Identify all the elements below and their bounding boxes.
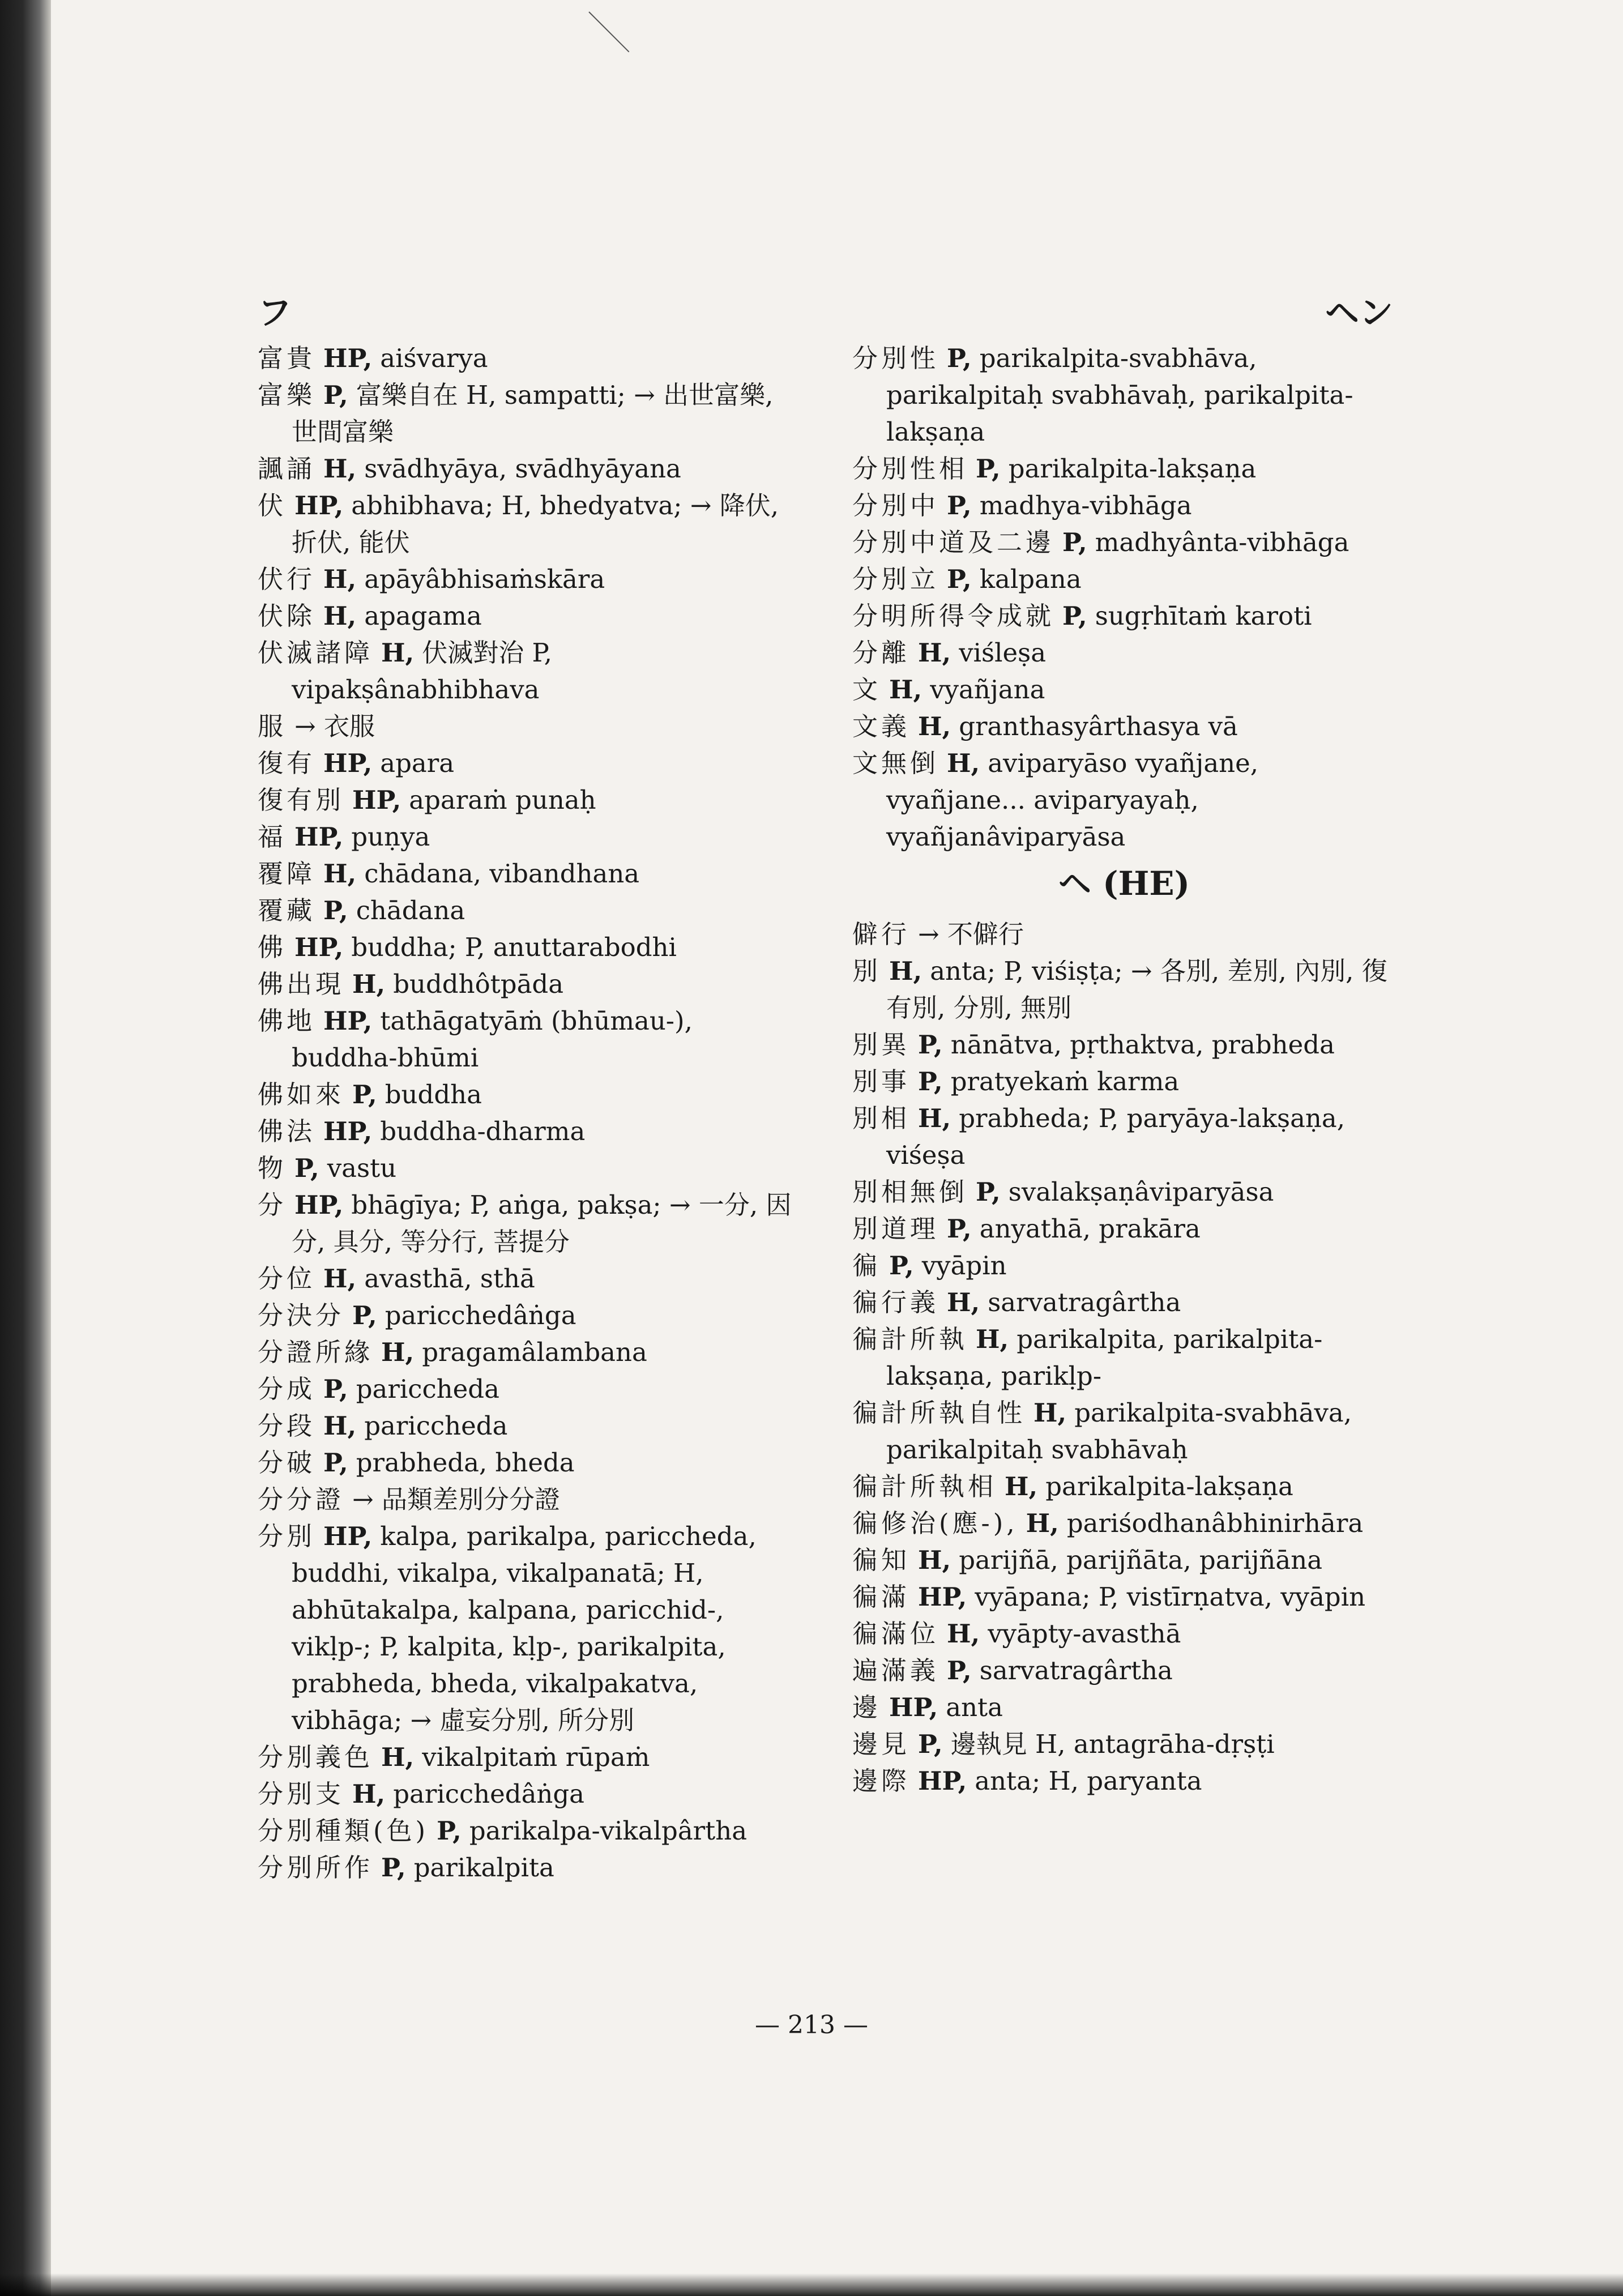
left-column: [258, 340, 801, 1886]
entry-source-tag: P,: [976, 1177, 1001, 1207]
entry-headword: 徧: [852, 1251, 882, 1281]
dictionary-entry: [852, 1505, 1396, 1542]
entry-headword: 別事: [852, 1066, 911, 1096]
entry-source-tag: H,: [947, 748, 980, 778]
dictionary-entry: [258, 450, 801, 487]
entry-source-tag: HP,: [323, 748, 373, 778]
entry-sanskrit: paricchedâṅga: [385, 1300, 576, 1330]
entry-sanskrit: avasthā, sthā: [364, 1264, 535, 1294]
entry-headword: 別異: [852, 1030, 911, 1060]
entry-sanskrit: 邊執見 H, antagrāha-dṛṣṭi: [950, 1729, 1275, 1759]
entry-headword: 佛出現: [258, 969, 345, 999]
running-header-right: ヘン: [1325, 293, 1393, 333]
entry-sanskrit: paricchedâṅga: [393, 1779, 585, 1809]
entry-source-tag: H,: [381, 1742, 415, 1772]
entry-sanskrit: buddha; P, anuttarabodhi: [351, 932, 677, 962]
book-binding-shadow: [0, 0, 51, 2296]
dictionary-entry: [852, 1284, 1396, 1321]
entry-source-tag: H,: [918, 1545, 951, 1575]
entry-headword: 別道理: [852, 1214, 939, 1244]
entry-source-tag: P,: [947, 490, 972, 520]
entry-headword: 邊際: [852, 1766, 911, 1796]
entry-sanskrit: viśleṣa: [959, 638, 1047, 668]
entry-headword: 富貴: [258, 343, 316, 373]
entry-sanskrit: abhibhava; H, bhedyatva; → 降伏, 折伏, 能伏: [292, 490, 779, 557]
entry-source-tag: H,: [1026, 1508, 1059, 1538]
dictionary-entry: [852, 598, 1396, 634]
entry-headword: 佛: [258, 932, 287, 962]
right-column-entries-b: [852, 916, 1396, 1799]
entry-headword: 分別: [258, 1521, 316, 1551]
entry-sanskrit: svādhyāya, svādhyāyana: [364, 454, 681, 484]
entry-source-tag: HP,: [323, 343, 373, 373]
entry-headword: 徧計所執自性: [852, 1398, 1026, 1428]
entry-headword: 諷誦: [258, 454, 316, 484]
entry-source-tag: H,: [323, 1411, 357, 1441]
entry-source-tag: P,: [381, 1853, 406, 1883]
entry-source-tag: P,: [323, 895, 348, 925]
dictionary-entry: [258, 1776, 801, 1812]
entry-sanskrit: svalakṣaṇâviparyāsa: [1008, 1177, 1274, 1207]
entry-headword: 別: [852, 956, 882, 986]
entry-source-tag: P,: [294, 1153, 319, 1183]
entry-headword: 徧滿: [852, 1582, 911, 1612]
entry-source-tag: HP,: [918, 1766, 967, 1796]
dictionary-entry: [852, 450, 1396, 487]
entry-sanskrit: pariccheda: [364, 1411, 508, 1441]
entry-source-tag: P,: [352, 1300, 377, 1330]
page-bottom-shadow: [0, 2273, 1623, 2296]
entry-headword: 分破: [258, 1448, 316, 1478]
dictionary-entry: [258, 561, 801, 598]
entry-sanskrit: parikalpita-lakṣaṇa: [1045, 1471, 1293, 1501]
entry-headword: 佛地: [258, 1006, 316, 1036]
entry-headword: 文義: [852, 711, 911, 741]
entry-sanskrit: pragamâlambana: [422, 1337, 647, 1367]
dictionary-entry: [852, 1321, 1396, 1394]
entry-sanskrit: aviparyāso vyañjane, vyañjane... aviparyayaḥ, vyañjanâviparyāsa: [886, 748, 1259, 852]
dictionary-entry: [258, 1002, 801, 1076]
entry-source-tag: HP,: [294, 1190, 344, 1220]
entry-sanskrit: prabheda; P, paryāya-lakṣaṇa, viśeṣa: [886, 1103, 1346, 1170]
entry-sanskrit: granthasyârthasya vā: [959, 711, 1238, 741]
entry-headword: 分別義色: [258, 1742, 374, 1772]
entry-source-tag: HP,: [294, 490, 344, 520]
entry-sanskrit: sarvatragârtha: [988, 1287, 1181, 1317]
entry-headword: 物: [258, 1153, 287, 1183]
entry-headword: 徧計所執相: [852, 1471, 997, 1501]
entry-source-tag: P,: [918, 1729, 943, 1759]
dictionary-entry: [852, 1578, 1396, 1615]
entry-source-tag: H,: [323, 564, 357, 594]
entry-headword: 佛如來: [258, 1079, 345, 1109]
entry-headword: 遍滿義: [852, 1655, 939, 1685]
entry-source-tag: H,: [889, 956, 922, 986]
entry-sanskrit: parikalpita-svabhāva, parikalpitaḥ svabhāvaḥ, parikalpita-lakṣaṇa: [886, 343, 1353, 447]
entry-headword: 徧計所執: [852, 1324, 968, 1354]
right-column-entries-a: [852, 340, 1396, 855]
entry-sanskrit: vyañjana: [930, 675, 1045, 705]
entry-headword: 復有別: [258, 785, 345, 815]
dictionary-entry: [852, 671, 1396, 708]
entry-source-tag: P,: [1062, 527, 1087, 557]
entry-headword: 邊: [852, 1692, 882, 1722]
entry-source-tag: H,: [323, 1264, 357, 1294]
entry-headword: 佛法: [258, 1116, 316, 1146]
entry-sanskrit: parijñā, parijñāta, parijñāna: [959, 1545, 1323, 1575]
dictionary-entry: [852, 1026, 1396, 1063]
dictionary-entry: [258, 1371, 801, 1407]
dictionary-entry: [852, 1394, 1396, 1468]
entry-headword: 文: [852, 675, 882, 705]
entry-source-tag: P,: [323, 1374, 348, 1404]
dictionary-entry: [258, 1297, 801, 1334]
dictionary-entry: [852, 1247, 1396, 1284]
entry-headword: 伏行: [258, 564, 316, 594]
dictionary-entry: [852, 745, 1396, 855]
dictionary-entry: [258, 340, 801, 377]
dictionary-entry: [258, 1407, 801, 1444]
entry-sanskrit: kalpana: [979, 564, 1082, 594]
entry-sanskrit: parikalpita-lakṣaṇa: [1008, 454, 1257, 484]
dictionary-entry: [258, 1113, 801, 1150]
dictionary-entry: [852, 340, 1396, 450]
entry-sanskrit: madhyânta-vibhāga: [1095, 527, 1349, 557]
entry-sanskrit: sarvatragârtha: [979, 1655, 1173, 1685]
entry-headword: 分別性相: [852, 454, 968, 484]
entry-sanskrit: vyāpty-avasthā: [988, 1619, 1181, 1649]
entry-source-tag: HP,: [323, 1521, 373, 1551]
entry-source-tag: H,: [918, 711, 951, 741]
entry-sanskrit: apagama: [364, 601, 482, 631]
running-header-left: フ: [258, 293, 292, 333]
entry-source-tag: P,: [947, 343, 972, 373]
entry-source-tag: HP,: [323, 1116, 373, 1146]
entry-headword: 分決分: [258, 1300, 345, 1330]
entry-source-tag: P,: [1062, 601, 1087, 631]
entry-headword: 分別支: [258, 1779, 345, 1809]
entry-headword: 富樂: [258, 380, 316, 410]
dictionary-entry: [852, 1100, 1396, 1173]
dictionary-entry: [258, 1481, 801, 1518]
dictionary-entry: [258, 1849, 801, 1886]
entry-headword: 僻行: [852, 919, 911, 949]
dictionary-entry: [258, 1187, 801, 1260]
entry-headword: 分別中道及二邊: [852, 527, 1055, 557]
entry-headword: 分位: [258, 1264, 316, 1294]
dictionary-entry: [258, 1150, 801, 1187]
entry-sanskrit: puṇya: [351, 822, 430, 852]
entry-sanskrit: 伏滅對治 P, vipakṣânabhibhava: [292, 638, 552, 705]
entry-source-tag: H,: [947, 1287, 980, 1317]
entry-sanskrit: vyāpin: [921, 1251, 1007, 1281]
entry-source-tag: H,: [352, 969, 386, 999]
dictionary-entry: [852, 916, 1396, 953]
entry-headword: 分別性: [852, 343, 939, 373]
entry-headword: 分分證: [258, 1484, 345, 1514]
entry-source-tag: H,: [352, 1779, 386, 1809]
dictionary-entry: [852, 524, 1396, 561]
entry-sanskrit: nānātva, pṛthaktva, prabheda: [950, 1030, 1335, 1060]
entry-headword: 覆藏: [258, 895, 316, 925]
entry-headword: 復有: [258, 748, 316, 778]
dictionary-entry: [258, 1334, 801, 1371]
dictionary-entry: [852, 708, 1396, 745]
entry-sanskrit: vastu: [327, 1153, 397, 1183]
entry-sanskrit: apāyâbhisaṁskāra: [364, 564, 605, 594]
dictionary-entry: [258, 1812, 801, 1849]
entry-sanskrit: tathāgatyāṁ (bhūmau-), buddha-bhūmi: [292, 1006, 693, 1073]
entry-sanskrit: anta; P, viśiṣṭa; → 各別, 差別, 內別, 復有別, 分別, 無別: [886, 956, 1387, 1023]
entry-headword: 徧滿位: [852, 1619, 939, 1649]
right-column: [852, 340, 1396, 1799]
entry-headword: 徧行義: [852, 1287, 939, 1317]
entry-source-tag: H,: [947, 1619, 980, 1649]
entry-source-tag: H,: [323, 601, 357, 631]
entry-source-tag: P,: [889, 1251, 914, 1281]
dictionary-entry: [258, 598, 801, 634]
dictionary-entry: [852, 1063, 1396, 1100]
entry-source-tag: HP,: [294, 932, 344, 962]
entry-source-tag: P,: [976, 454, 1001, 484]
page-number: — 213 —: [755, 2011, 868, 2039]
entry-sanskrit: → 品類差別分分證: [352, 1484, 561, 1514]
entry-source-tag: P,: [918, 1066, 943, 1096]
entry-source-tag: HP,: [918, 1582, 967, 1612]
dictionary-entry: [258, 1739, 801, 1776]
entry-source-tag: P,: [323, 380, 348, 410]
entry-source-tag: P,: [947, 1655, 972, 1685]
entry-sanskrit: madhya-vibhāga: [979, 490, 1192, 520]
entry-source-tag: P,: [352, 1079, 377, 1109]
entry-headword: 伏滅諸障: [258, 638, 374, 668]
dictionary-entry: [852, 1615, 1396, 1652]
dictionary-entry: [852, 487, 1396, 524]
entry-sanskrit: aiśvarya: [380, 343, 488, 373]
dictionary-entry: [258, 892, 801, 929]
entry-source-tag: H,: [918, 1103, 951, 1133]
entry-headword: 分別種類(色): [258, 1816, 429, 1846]
dictionary-entry: [852, 1689, 1396, 1726]
entry-sanskrit: sugṛhītaṁ karoti: [1095, 601, 1312, 631]
dictionary-entry: [258, 487, 801, 561]
entry-sanskrit: vyāpana; P, vistīrṇatva, vyāpin: [975, 1582, 1366, 1612]
dictionary-entry: [852, 1542, 1396, 1578]
entry-source-tag: HP,: [294, 822, 344, 852]
entry-sanskrit: vikalpitaṁ rūpaṁ: [422, 1742, 650, 1772]
entry-headword: 服: [258, 711, 287, 741]
entry-sanskrit: pariśodhanâbhinirhāra: [1066, 1508, 1364, 1538]
entry-headword: 伏: [258, 490, 287, 520]
entry-sanskrit: pratyekaṁ karma: [950, 1066, 1180, 1096]
entry-headword: 分別所作: [258, 1853, 374, 1883]
entry-sanskrit: anyathā, prakāra: [979, 1214, 1201, 1244]
entry-source-tag: P,: [437, 1816, 462, 1846]
entry-sanskrit: buddhôtpāda: [393, 969, 564, 999]
dictionary-entry: [258, 1444, 801, 1481]
dictionary-entry: [258, 1260, 801, 1297]
entry-sanskrit: 富樂自在 H, sampatti; → 出世富樂, 世間富樂: [292, 380, 774, 447]
entry-sanskrit: apara: [380, 748, 455, 778]
scan-mark: [588, 11, 629, 52]
entry-sanskrit: anta: [946, 1692, 1003, 1722]
entry-sanskrit: parikalpa-vikalpârtha: [469, 1816, 748, 1846]
entry-sanskrit: parikalpita: [413, 1853, 554, 1883]
entry-sanskrit: kalpa, parikalpa, pariccheda, buddhi, vikalpa, vikalpanatā; H, abhūtakalpa, kalpana, paricchid-, vikḷp-; P, kalpita, kḷp-, parikalpita, prabheda, bheda, vikalpakatva, vibhāga; → 虛妄分別, 所分別: [292, 1521, 757, 1735]
entry-headword: 分成: [258, 1374, 316, 1404]
dictionary-entry: [852, 1652, 1396, 1689]
entry-headword: 分證所緣: [258, 1337, 374, 1367]
entry-sanskrit: prabheda, bheda: [356, 1448, 575, 1478]
dictionary-entry: [852, 953, 1396, 1026]
dictionary-entry: [852, 1762, 1396, 1799]
entry-sanskrit: → 不僻行: [918, 919, 1024, 949]
entry-sanskrit: bhāgīya; P, aṅga, pakṣa; → 一分, 因分, 具分, 等分行, 菩提分: [292, 1190, 792, 1257]
entry-source-tag: H,: [381, 1337, 415, 1367]
entry-headword: 別相無倒: [852, 1177, 968, 1207]
dictionary-entry: [258, 745, 801, 782]
entry-source-tag: H,: [1005, 1471, 1038, 1501]
entry-source-tag: HP,: [352, 785, 402, 815]
entry-headword: 分離: [852, 638, 911, 668]
dictionary-entry: [258, 818, 801, 855]
dictionary-entry: [852, 634, 1396, 671]
entry-source-tag: P,: [918, 1030, 943, 1060]
dictionary-entry: [852, 561, 1396, 598]
dictionary-entry: [258, 855, 801, 892]
entry-source-tag: P,: [947, 564, 972, 594]
entry-source-tag: H,: [889, 675, 922, 705]
entry-headword: 分明所得令成就: [852, 601, 1055, 631]
dictionary-entry: [852, 1173, 1396, 1210]
dictionary-entry: [852, 1468, 1396, 1505]
entry-headword: 邊見: [852, 1729, 911, 1759]
entry-sanskrit: anta; H, paryanta: [975, 1766, 1202, 1796]
entry-source-tag: HP,: [323, 1006, 373, 1036]
dictionary-entry: [258, 966, 801, 1002]
entry-sanskrit: → 衣服: [294, 711, 375, 741]
entry-headword: 分: [258, 1190, 287, 1220]
entry-headword: 分別立: [852, 564, 939, 594]
entry-sanskrit: aparaṁ punaḥ: [409, 785, 596, 815]
entry-headword: 覆障: [258, 859, 316, 889]
entry-headword: 徧知: [852, 1545, 911, 1575]
dictionary-entry: [258, 708, 801, 745]
dictionary-entry: [258, 634, 801, 708]
entry-source-tag: H,: [381, 638, 415, 668]
entry-source-tag: P,: [323, 1448, 348, 1478]
section-heading-he: ヘ (HE): [1058, 864, 1190, 903]
dictionary-entry: [258, 377, 801, 450]
entry-source-tag: H,: [1033, 1398, 1067, 1428]
dictionary-entry: [852, 1210, 1396, 1247]
entry-headword: 分段: [258, 1411, 316, 1441]
dictionary-entry: [852, 1726, 1396, 1762]
entry-headword: 福: [258, 822, 287, 852]
entry-source-tag: HP,: [889, 1692, 938, 1722]
entry-headword: 徧修治(應-),: [852, 1508, 1018, 1538]
dictionary-entry: [258, 782, 801, 818]
entry-source-tag: H,: [976, 1324, 1009, 1354]
entry-sanskrit: buddha-dharma: [380, 1116, 586, 1146]
entry-headword: 文無倒: [852, 748, 939, 778]
entry-sanskrit: chādana: [356, 895, 465, 925]
entry-source-tag: H,: [323, 454, 357, 484]
entry-sanskrit: pariccheda: [356, 1374, 499, 1404]
entry-headword: 伏除: [258, 601, 316, 631]
dictionary-entry: [258, 1076, 801, 1113]
entry-sanskrit: buddha: [385, 1079, 482, 1109]
entry-sanskrit: parikalpita, parikalpita-lakṣaṇa, parikḷp-: [886, 1324, 1323, 1391]
entry-headword: 分別中: [852, 490, 939, 520]
dictionary-entry: [258, 929, 801, 966]
entry-source-tag: P,: [947, 1214, 972, 1244]
entry-source-tag: H,: [323, 859, 357, 889]
entry-sanskrit: parikalpita-svabhāva, parikalpitaḥ svabhāvaḥ: [886, 1398, 1352, 1465]
entry-sanskrit: chādana, vibandhana: [364, 859, 640, 889]
entry-source-tag: H,: [918, 638, 951, 668]
entry-headword: 別相: [852, 1103, 911, 1133]
dictionary-entry: [258, 1518, 801, 1739]
